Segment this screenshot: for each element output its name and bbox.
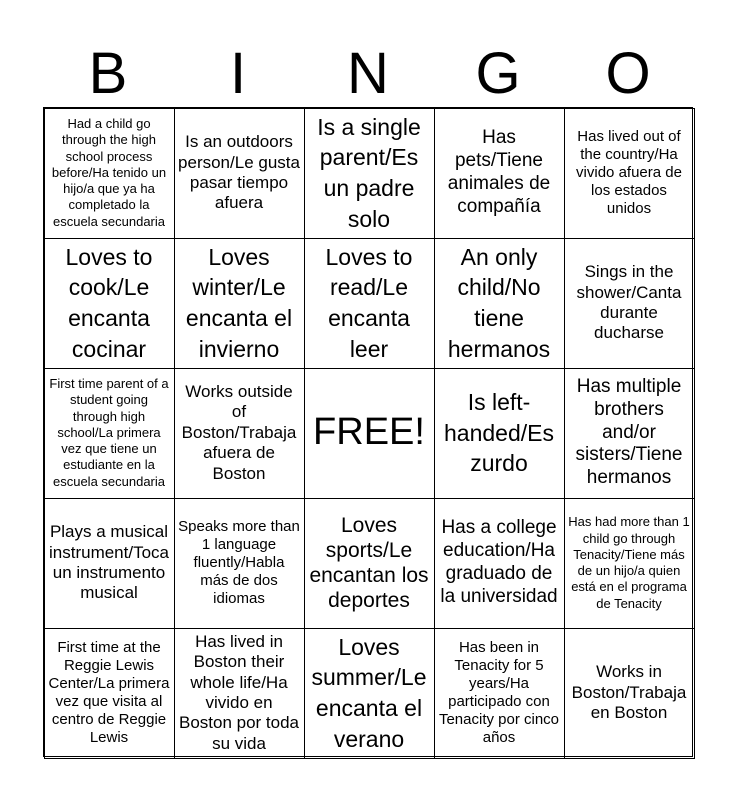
- bingo-cell[interactable]: Is an outdoors person/Le gusta pasar tiempo afuera: [174, 108, 305, 239]
- header-letter-b: B: [88, 41, 128, 106]
- bingo-cell[interactable]: Has lived in Boston their whole life/Ha vivido en Boston por toda su vida: [174, 628, 305, 759]
- bingo-cell[interactable]: Had a child go through the high school process before/Ha tenido un hijo/a que ya ha completado la escuela secundaria: [44, 108, 175, 239]
- bingo-cell[interactable]: Has had more than 1 child go through Tenacity/Tiene más de un hijo/a quien está en el programa de Tenacity: [564, 498, 695, 629]
- bingo-cell[interactable]: Loves winter/Le encanta el invierno: [174, 238, 305, 369]
- bingo-cell[interactable]: First time at the Reggie Lewis Center/La primera vez que visita al centro de Reggie Lewis: [44, 628, 175, 759]
- bingo-cell[interactable]: Loves summer/Le encanta el verano: [304, 628, 435, 759]
- bingo-cell[interactable]: Sings in the shower/Canta durante ducharse: [564, 238, 695, 369]
- bingo-cell[interactable]: Loves sports/Le encantan los deportes: [304, 498, 435, 629]
- bingo-cell[interactable]: Is a single parent/Es un padre solo: [304, 108, 435, 239]
- bingo-cell[interactable]: Loves to cook/Le encanta cocinar: [44, 238, 175, 369]
- header-letter-i: I: [229, 41, 247, 106]
- bingo-cell[interactable]: Plays a musical instrument/Toca un instrumento musical: [44, 498, 175, 629]
- bingo-cell[interactable]: Speaks more than 1 language fluently/Habla más de dos idiomas: [174, 498, 305, 629]
- free-space[interactable]: FREE!: [304, 368, 435, 499]
- bingo-cell[interactable]: Has been in Tenacity for 5 years/Ha participado con Tenacity por cinco años: [434, 628, 565, 759]
- bingo-header: [43, 40, 693, 108]
- header-letter-g: G: [475, 41, 521, 106]
- bingo-cell[interactable]: Is left-handed/Es zurdo: [434, 368, 565, 499]
- bingo-cell[interactable]: First time parent of a student going through high school/La primera vez que tiene un estudiante en la escuela secundaria: [44, 368, 175, 499]
- bingo-cell[interactable]: Works in Boston/Trabaja en Boston: [564, 628, 695, 759]
- header-letter-o: O: [605, 41, 651, 106]
- bingo-cell[interactable]: Has pets/Tiene animales de compañía: [434, 108, 565, 239]
- bingo-grid: [43, 107, 693, 757]
- bingo-cell[interactable]: Works outside of Boston/Trabaja afuera de Boston: [174, 368, 305, 499]
- bingo-cell[interactable]: Has a college education/Ha graduado de la universidad: [434, 498, 565, 629]
- header-letter-n: N: [347, 41, 389, 106]
- bingo-cell[interactable]: Has lived out of the country/Ha vivido afuera de los estados unidos: [564, 108, 695, 239]
- bingo-cell[interactable]: Has multiple brothers and/or sisters/Tiene hermanos: [564, 368, 695, 499]
- bingo-cell[interactable]: An only child/No tiene hermanos: [434, 238, 565, 369]
- bingo-cell[interactable]: Loves to read/Le encanta leer: [304, 238, 435, 369]
